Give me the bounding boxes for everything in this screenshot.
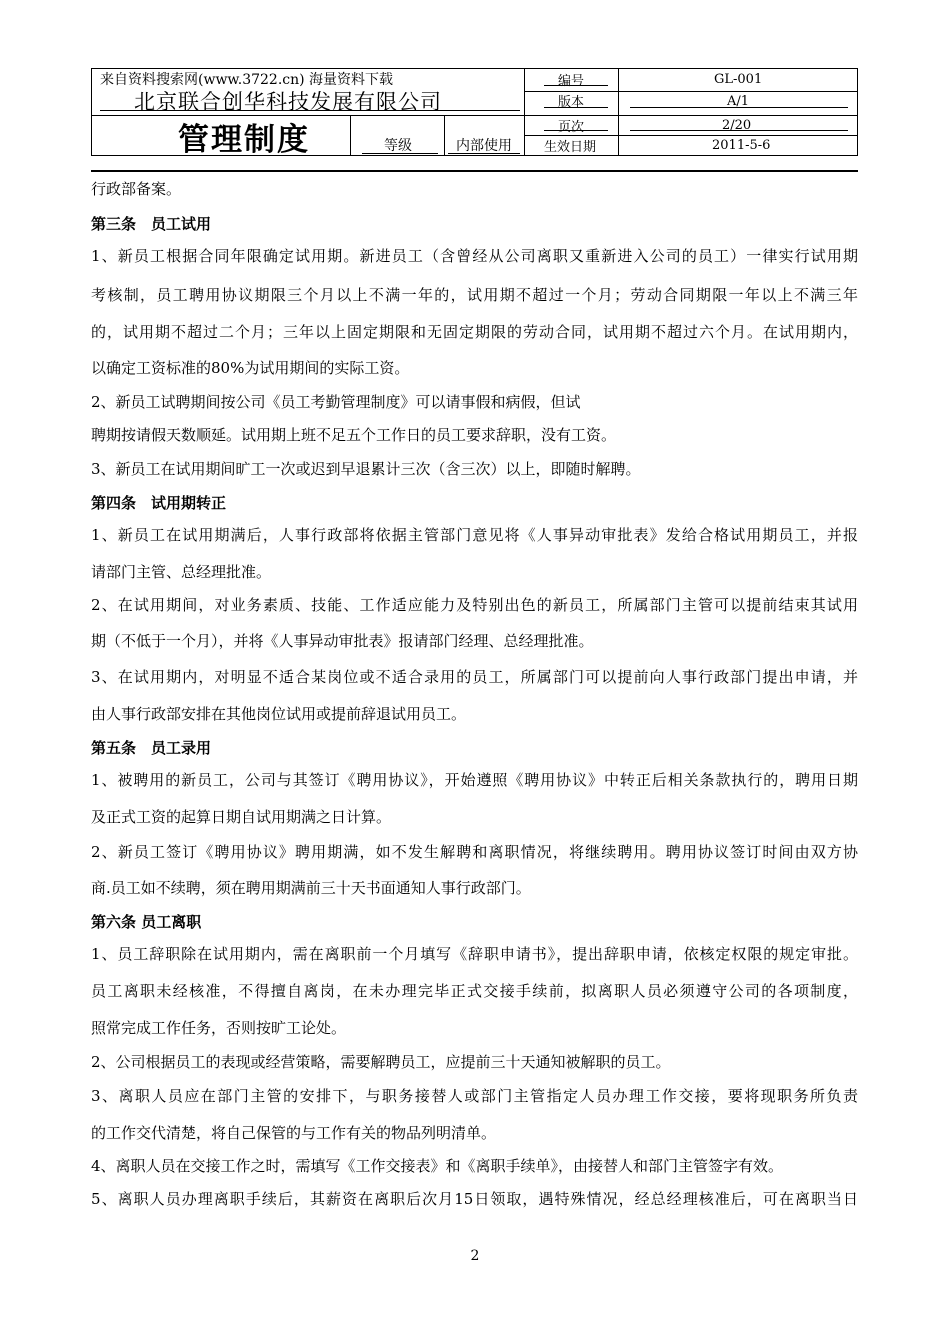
body-line: 1、员工辞职除在试用期内，需在离职前一个月填写《辞职申请书》，提出辞职申请，依核定权限的规定审批。 xyxy=(91,945,858,963)
grade-value: 内部使用 xyxy=(456,138,512,154)
body-line: 的，试用期不超过二个月；三年以上固定期限和无固定期限的劳动合同，试用期不超过六个月。在试用期内， xyxy=(91,323,858,341)
section-heading: 第四条 试用期转正 xyxy=(91,494,227,512)
body-line: 请部门主管、总经理批准。 xyxy=(91,563,272,581)
field-label-number: 编号 xyxy=(558,74,585,89)
body-line: 照常完成工作任务，否则按旷工论处。 xyxy=(91,1019,347,1037)
company-name: 北京联合创华科技发展有限公司 xyxy=(134,90,442,114)
header-table xyxy=(91,68,858,156)
body-line: 2、在试用期间，对业务素质、技能、工作适应能力及特别出色的新员工，所属部门主管可以提前结束其试用 xyxy=(91,596,858,614)
section-heading: 第六条 员工离职 xyxy=(91,913,202,931)
body-line: 以确定工资标准的80%为试用期间的实际工资。 xyxy=(91,359,410,377)
body-line: 员工离职未经核准，不得擅自离岗，在未办理完毕正式交接手续前，拟离职人员必须遵守公司的各项制度， xyxy=(91,982,858,1000)
body-line: 期（不低于一个月），并将《人事异动审批表》报请部门经理、总经理批准。 xyxy=(91,632,594,650)
body-line: 1、被聘用的新员工，公司与其签订《聘用协议》，开始遵照《聘用协议》中转正后相关条款执行的，聘用日期 xyxy=(91,771,858,789)
field-label-page: 页次 xyxy=(558,120,585,135)
body-line: 1、新员工在试用期满后，人事行政部将依据主管部门意见将《人事异动审批表》发给合格试用期员工，并报 xyxy=(91,526,858,544)
section-heading: 第五条 员工录用 xyxy=(91,739,212,757)
field-value-page: 2/20 xyxy=(722,118,752,133)
body-line: 由人事行政部安排在其他岗位试用或提前辞退试用员工。 xyxy=(91,705,467,723)
field-label-effective-date: 生效日期 xyxy=(544,140,597,155)
body-line: 3、离职人员应在部门主管的安排下，与职务接替人或部门主管指定人员办理工作交接，要将现职务所负责 xyxy=(91,1087,858,1105)
body-line: 商.员工如不续聘，须在聘用期满前三十天书面通知人事行政部门。 xyxy=(91,879,531,897)
page-number: 2 xyxy=(470,1248,480,1264)
body-line: 5、离职人员办理离职手续后，其薪资在离职后次月15日领取，遇特殊情况，经总经理核准后，可在离职当日 xyxy=(91,1190,858,1208)
body-line: 4、离职人员在交接工作之时，需填写《工作交接表》和《离职手续单》，由接替人和部门主管签字有效。 xyxy=(91,1157,784,1175)
document-title: 管理制度 xyxy=(178,122,310,158)
header-rule xyxy=(91,170,858,172)
section-heading: 第三条 员工试用 xyxy=(91,215,212,233)
body-line: 3、在试用期内，对明显不适合某岗位或不适合录用的员工，所属部门可以提前向人事行政部门提出申请，并 xyxy=(91,668,858,686)
body-line: 聘期按请假天数顺延。试用期上班不足五个工作日的员工要求辞职，没有工资。 xyxy=(91,426,617,444)
body-line: 2、新员工签订《聘用协议》聘用期满，如不发生解聘和离职情况，将继续聘用。聘用协议签订时间由双方协 xyxy=(91,843,858,861)
grade-label: 等级 xyxy=(384,138,412,154)
body-line: 考核制，员工聘用协议期限三个月以上不满一年的，试用期不超过一个月；劳动合同期限一年以上不满三年 xyxy=(91,286,858,304)
body-line: 行政部备案。 xyxy=(91,180,182,198)
body-line: 2、公司根据员工的表现或经营策略，需要解聘员工，应提前三十天通知被解职的员工。 xyxy=(91,1053,671,1071)
field-label-version: 版本 xyxy=(558,95,585,110)
body-line: 3、新员工在试用期间旷工一次或迟到早退累计三次（含三次）以上，即随时解聘。 xyxy=(91,460,641,478)
field-value-version: A/1 xyxy=(727,94,750,109)
source-note: 来自资料搜索网(www.3722.cn) 海量资料下载 xyxy=(100,72,394,88)
field-value-number: GL-001 xyxy=(714,72,763,87)
body-line: 及正式工资的起算日期自试用期满之日计算。 xyxy=(91,808,392,826)
body-line: 2、新员工试聘期间按公司《员工考勤管理制度》可以请事假和病假，但试 xyxy=(91,393,581,411)
field-value-effective-date: 2011-5-6 xyxy=(712,138,771,153)
body-line: 1、新员工根据合同年限确定试用期。新进员工（含曾经从公司离职又重新进入公司的员工）一律实行试用期 xyxy=(91,247,858,265)
body-line: 的工作交代清楚，将自己保管的与工作有关的物品列明清单。 xyxy=(91,1124,497,1142)
